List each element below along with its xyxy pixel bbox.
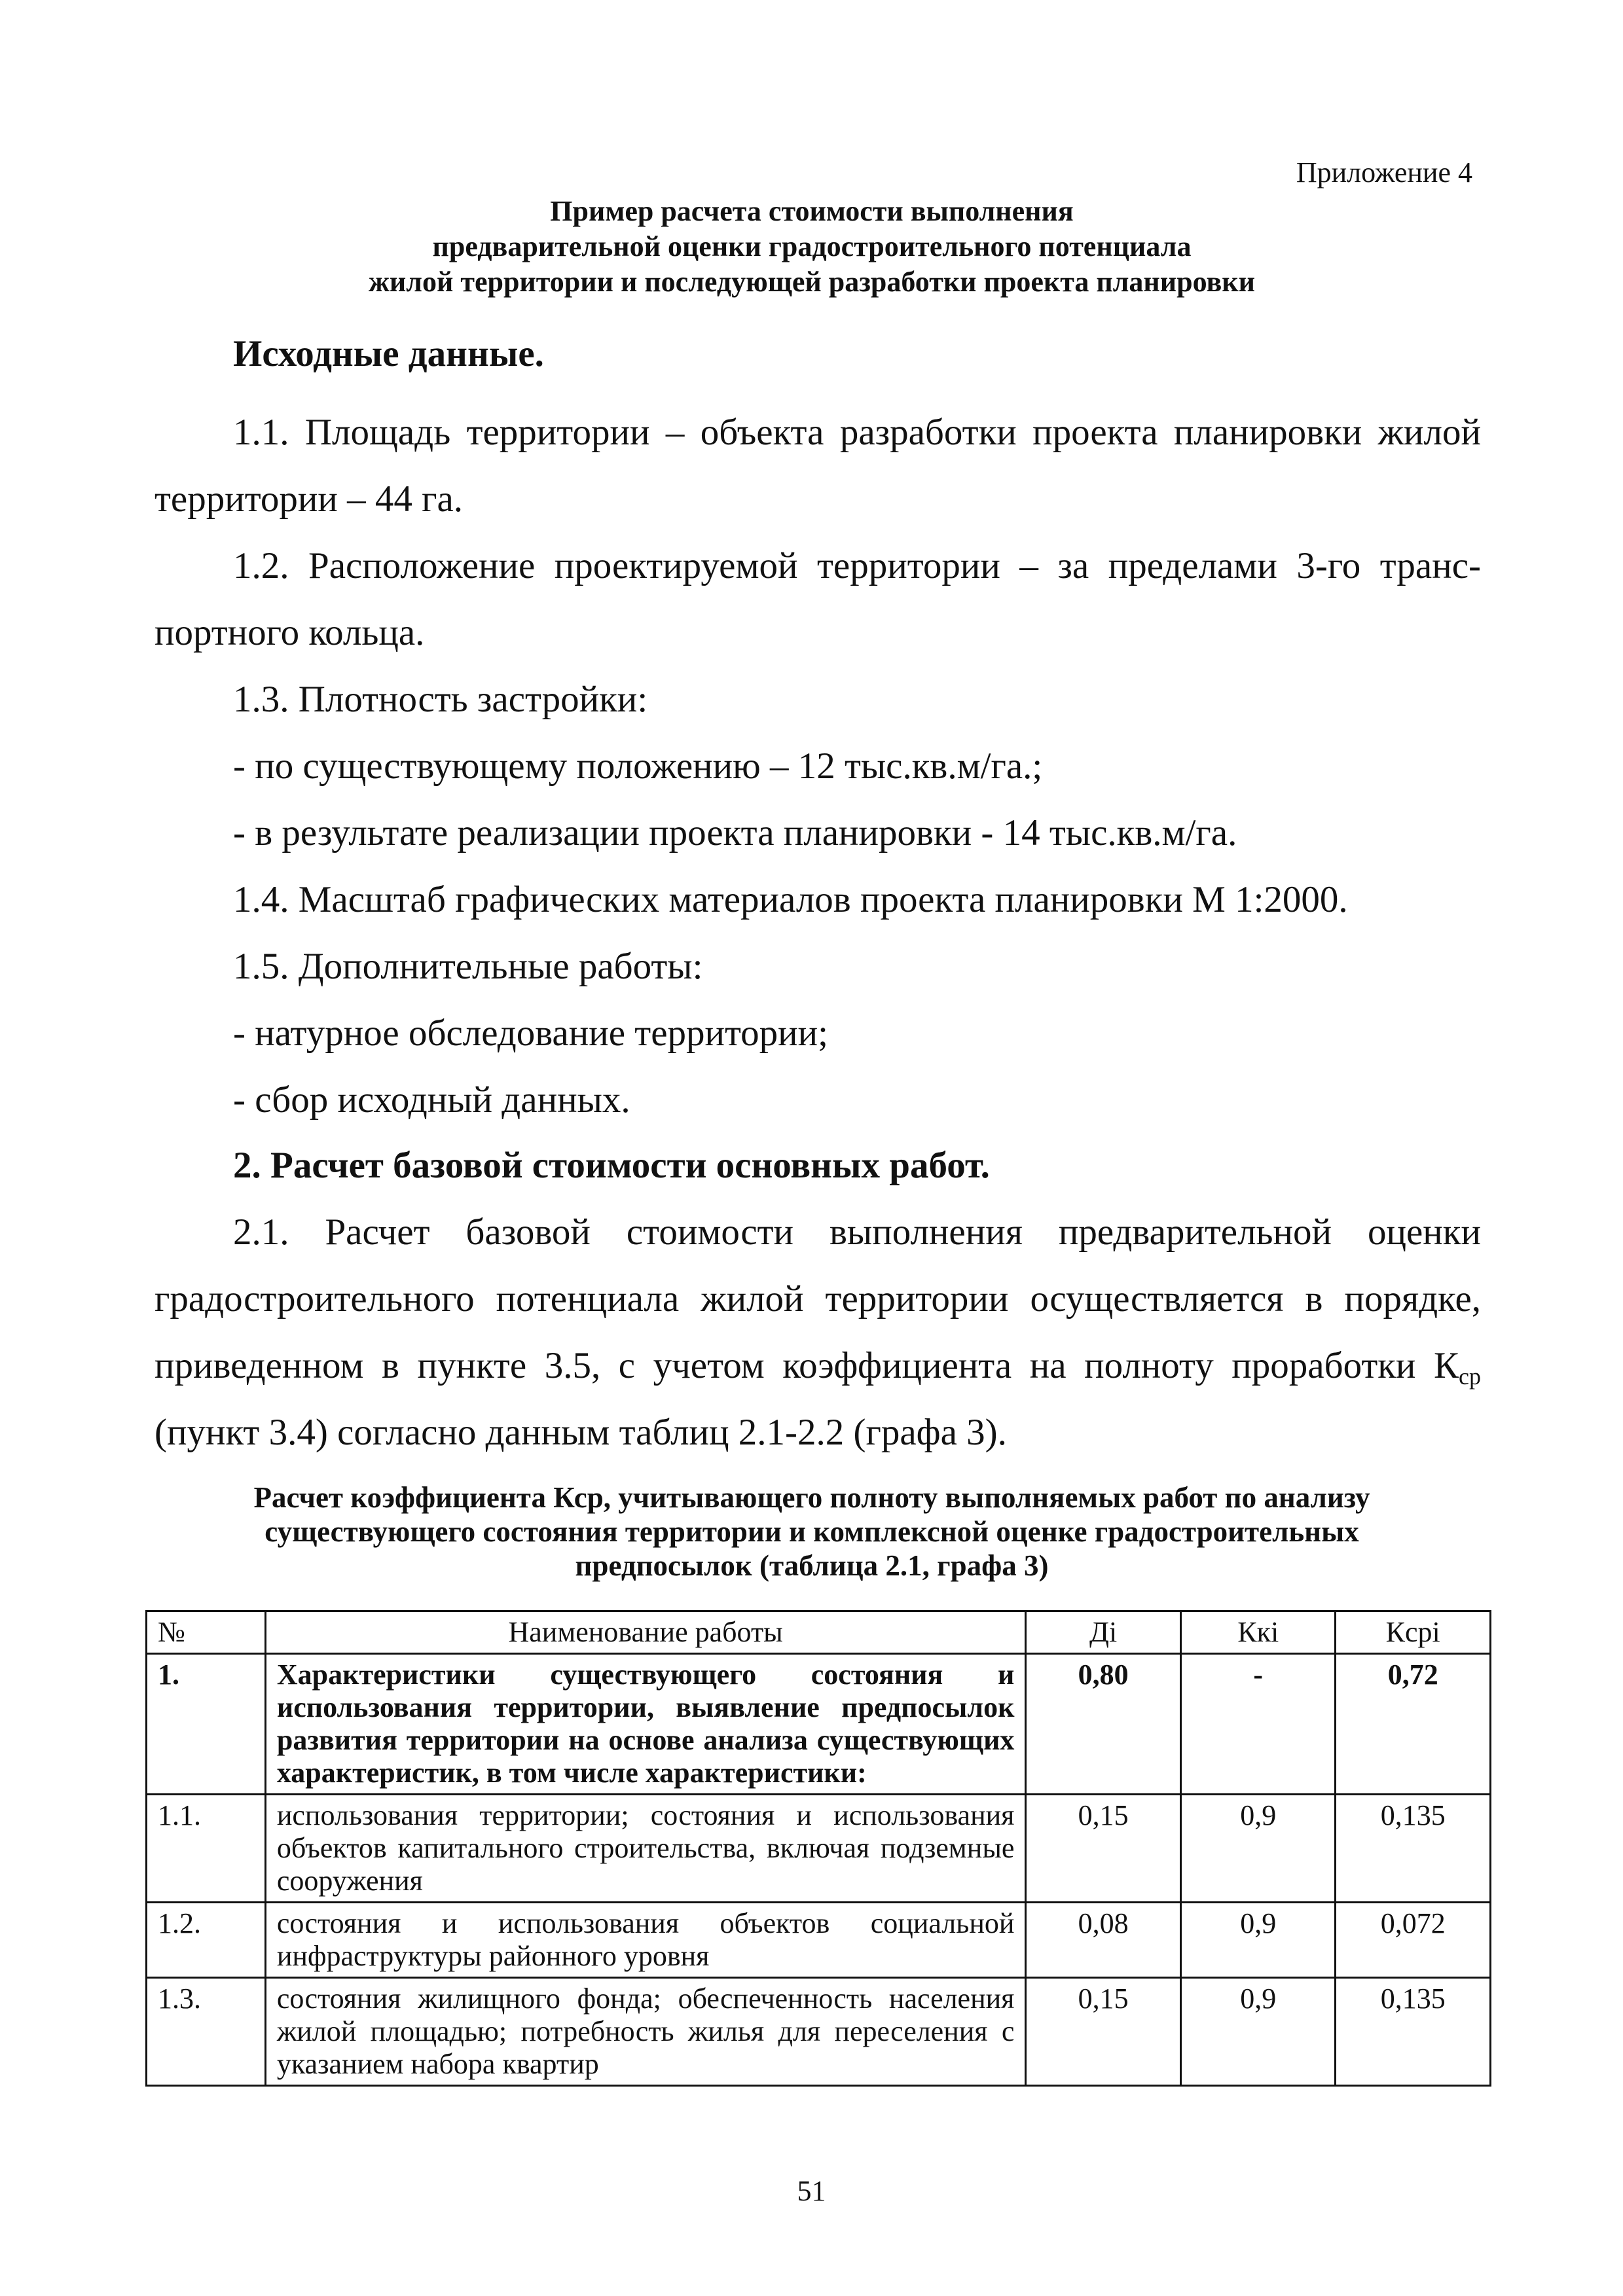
page-number: 51 [797, 2175, 826, 2207]
title-line: предварительной оценки градостроительного потенциала [432, 230, 1192, 262]
header-d: Дi [1026, 1611, 1181, 1654]
cell-kk: - [1180, 1654, 1336, 1795]
document-title [151, 194, 1473, 300]
paragraph-1-5-a: - натурное обследование территории; [233, 1013, 828, 1054]
paragraph-1-4: 1.4. Масштаб графических материалов проекта планировки М 1:2000. [233, 879, 1348, 920]
section1-body [155, 399, 1481, 1134]
appendix-label: Приложение 4 [1296, 156, 1472, 188]
header-ksr: Кcрi [1336, 1611, 1491, 1654]
table-row [147, 1978, 1491, 2086]
table-row [147, 1903, 1491, 1978]
paragraph-1-5-b: - сбор исходный данных. [233, 1079, 630, 1121]
cell-d: 0,15 [1026, 1795, 1181, 1903]
cell-number: 1.2. [147, 1903, 266, 1978]
section2-heading: 2. Расчет базовой стоимости основных работ. [233, 1145, 990, 1186]
cell-ksr: 0,072 [1336, 1903, 1491, 1978]
paragraph-2-1-line4: (пункт 3.4) согласно данным таблиц 2.1-2.2 (графа 3). [155, 1412, 1007, 1453]
header-work-name: Наименование работы [265, 1611, 1026, 1654]
paragraph-1-3-b: - в результате реализации проекта планировки - 14 тыс.кв.м/га. [233, 812, 1237, 853]
paragraph-1-2-line2: портного кольца. [155, 612, 425, 653]
section2-body [155, 1132, 1481, 1466]
table-title-line: существующего состояния территории и комплексной оценке градостроительных [264, 1515, 1359, 1548]
paragraph-1-1-line1: 1.1. Площадь территории – объекта разработки проекта планировки жилой [233, 412, 1481, 453]
cell-work-name: Характеристики существующего состояния и использования территории, выявление предпосылок развития территории на основе анализа существующих характеристик, в том числе характеристики: [265, 1654, 1026, 1795]
cell-number: 1.1. [147, 1795, 266, 1903]
cell-ksr: 0,72 [1336, 1654, 1491, 1795]
cell-kk: 0,9 [1180, 1903, 1336, 1978]
header-number: № [147, 1611, 266, 1654]
cell-d: 0,15 [1026, 1978, 1181, 2086]
subscript-sr: ср [1459, 1363, 1481, 1390]
table-title-line: Расчет коэффициента Кср, учитывающего полноту выполняемых работ по анализу [253, 1481, 1370, 1514]
table-title [151, 1480, 1473, 1583]
title-line: жилой территории и последующей разработки проекта планировки [369, 266, 1255, 298]
paragraph-2-1-line1: 2.1. Расчет базовой стоимости выполнения предварительной оценки [233, 1211, 1481, 1253]
cell-work-name: состояния жилищного фонда; обеспеченность населения жилой площадью; потребность жилья для переселения с указанием набора квартир [265, 1978, 1026, 2086]
table-row [147, 1795, 1491, 1903]
paragraph-1-1-line2: территории – 44 га. [155, 478, 464, 520]
cell-kk: 0,9 [1180, 1978, 1336, 2086]
paragraph-1-3: 1.3. Плотность застройки: [233, 679, 648, 720]
paragraph-2-1-line3-text: приведенном в пункте 3.5, с учетом коэффициента на полноту проработки К [155, 1345, 1459, 1386]
cell-number: 1. [147, 1654, 266, 1795]
paragraph-1-2-line1: 1.2. Расположение проектируемой территории – за пределами 3-го транс- [233, 545, 1481, 586]
table-row [147, 1654, 1491, 1795]
table-title-line: предпосылок (таблица 2.1, графа 3) [575, 1549, 1049, 1582]
section1-heading: Исходные данные. [233, 333, 544, 374]
paragraph-2-1-line3 [155, 1333, 1481, 1399]
coefficient-table [145, 1610, 1491, 2087]
cell-ksr: 0,135 [1336, 1795, 1491, 1903]
table-header-row [147, 1611, 1491, 1654]
cell-kk: 0,9 [1180, 1795, 1336, 1903]
cell-number: 1.3. [147, 1978, 266, 2086]
title-line: Пример расчета стоимости выполнения [550, 195, 1074, 227]
paragraph-1-3-a: - по существующему положению – 12 тыс.кв.м/га.; [233, 745, 1043, 787]
cell-ksr: 0,135 [1336, 1978, 1491, 2086]
cell-d: 0,08 [1026, 1903, 1181, 1978]
paragraph-2-1-line2: градостроительного потенциала жилой территории осуществляется в порядке, [155, 1278, 1481, 1319]
cell-d: 0,80 [1026, 1654, 1181, 1795]
header-kk: Ккi [1180, 1611, 1336, 1654]
cell-work-name: использования территории; состояния и использования объектов капитального строительства, включая подземные сооружения [265, 1795, 1026, 1903]
cell-work-name: состояния и использования объектов социальной инфраструктуры районного уровня [265, 1903, 1026, 1978]
paragraph-1-5: 1.5. Дополнительные работы: [233, 946, 703, 987]
